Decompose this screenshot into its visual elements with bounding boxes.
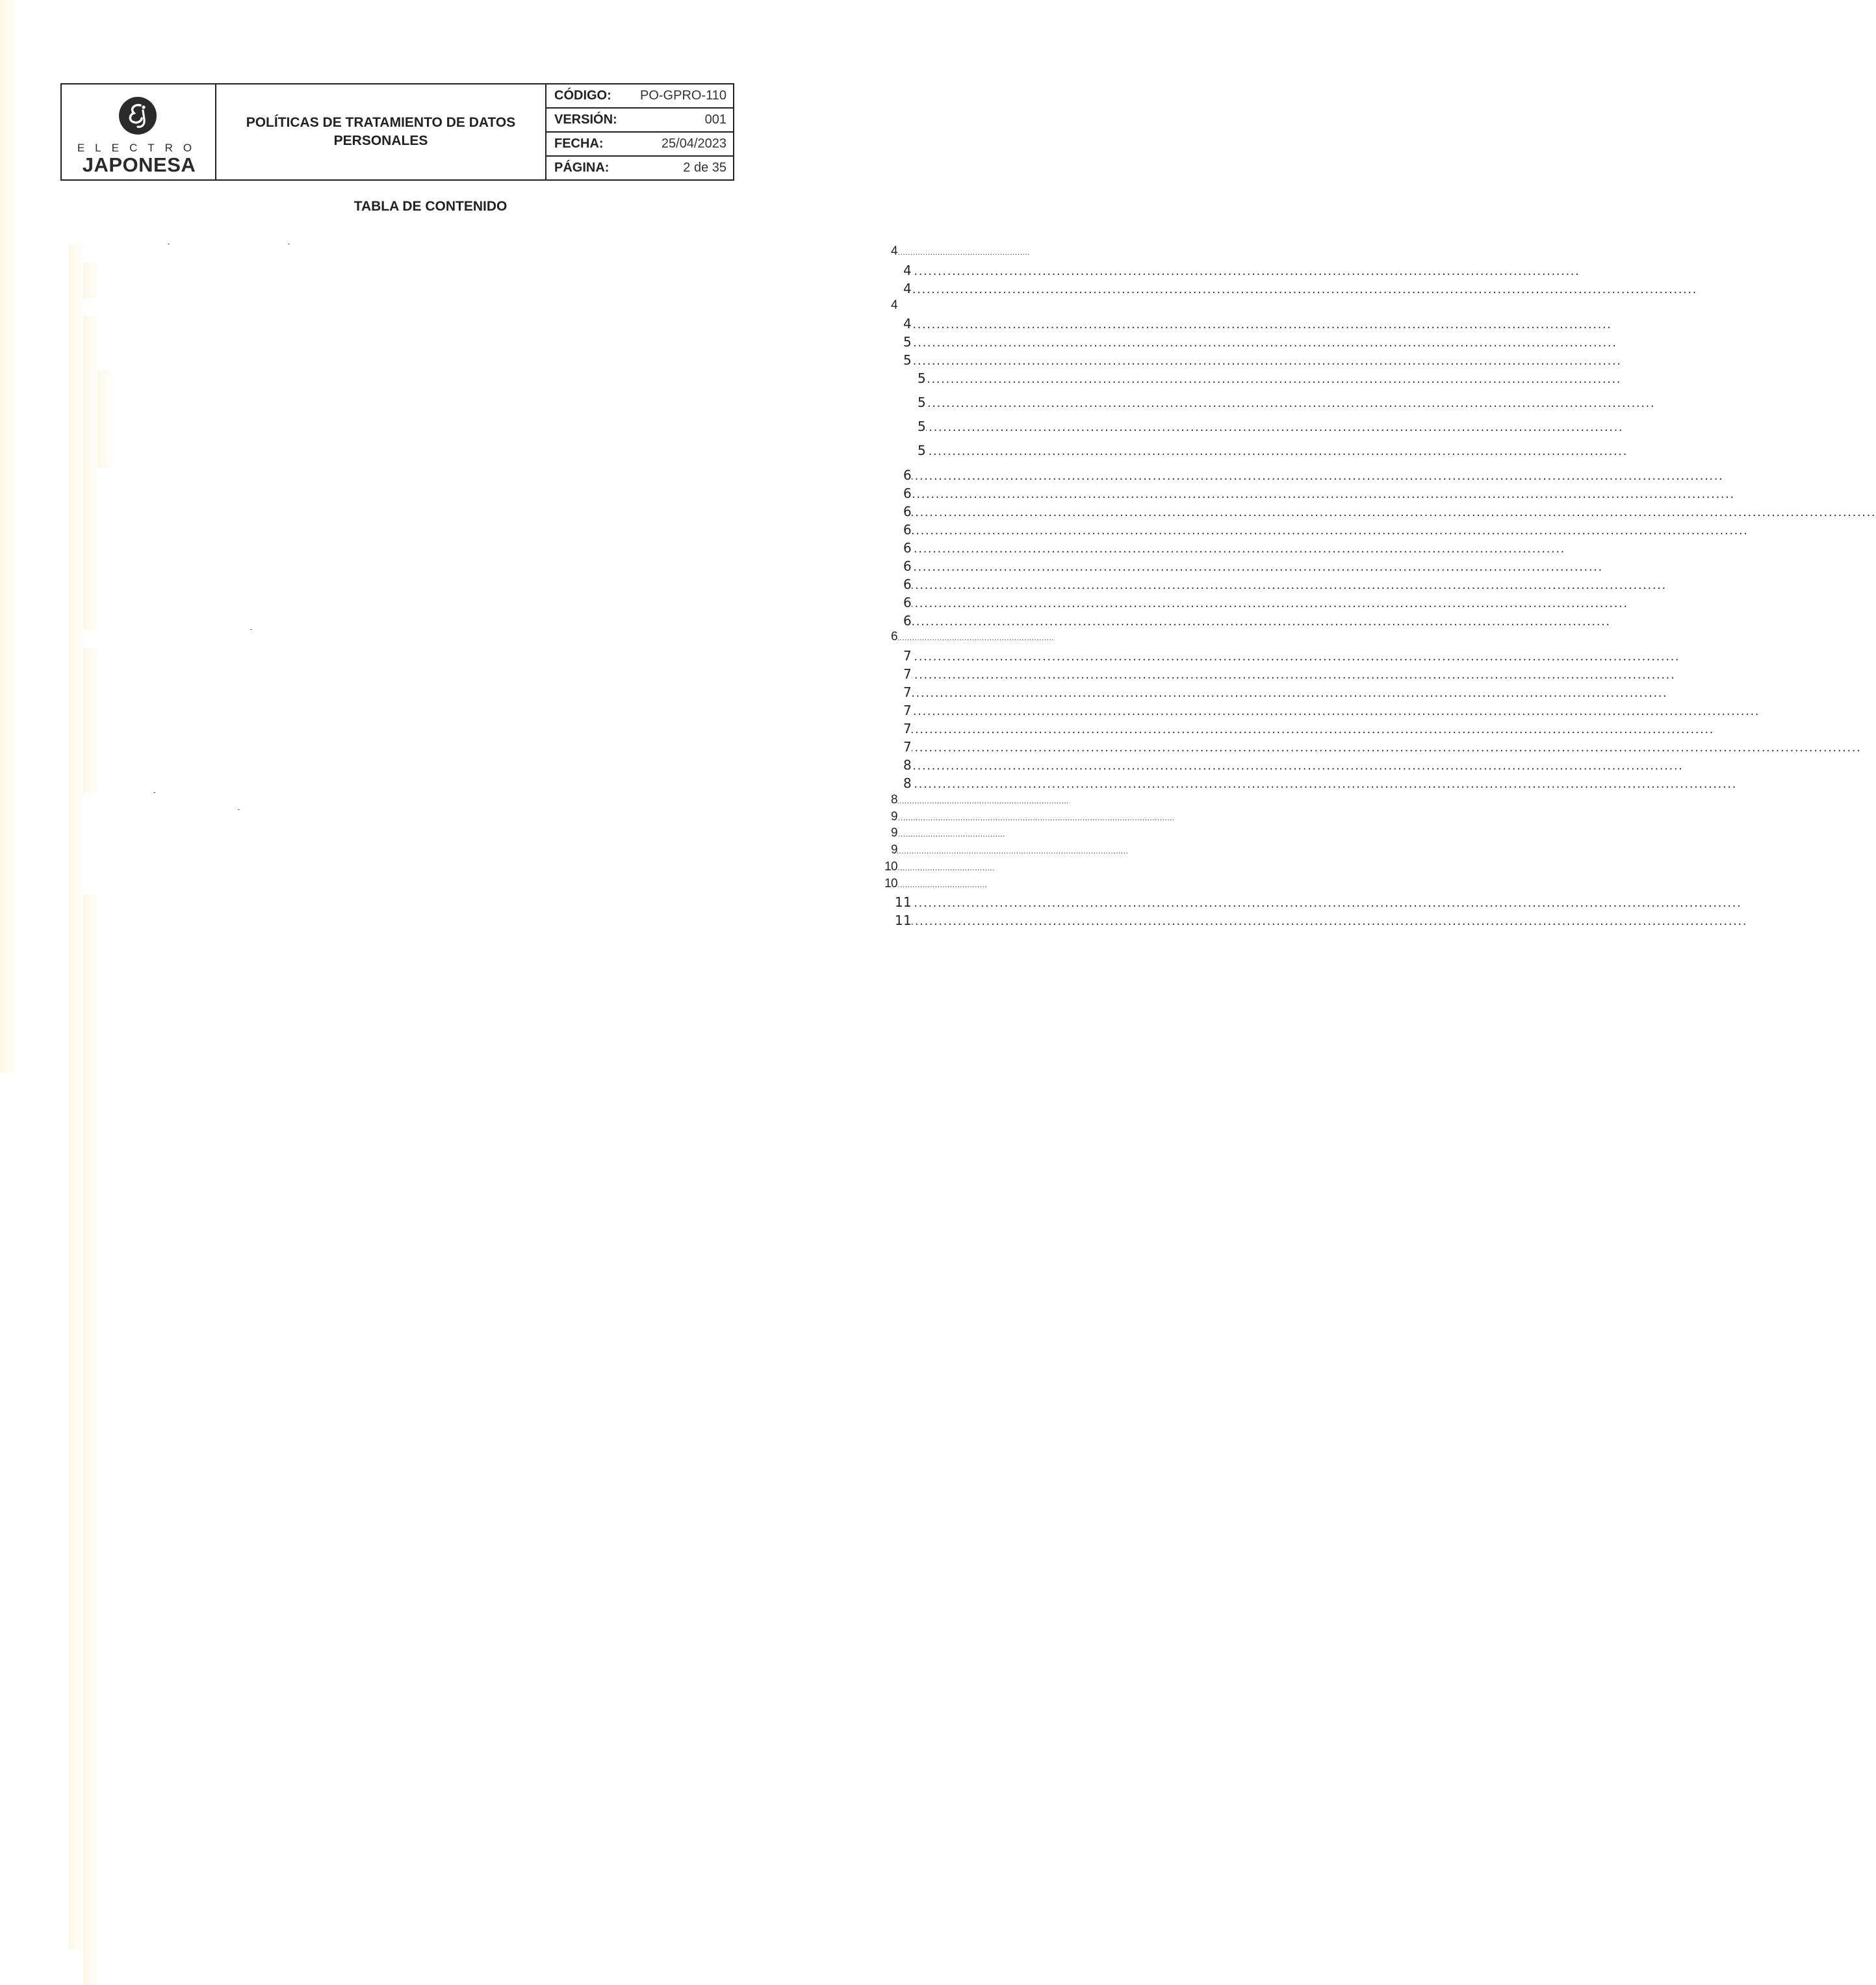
toc-entry[interactable] xyxy=(83,913,912,928)
meta-version xyxy=(546,109,733,133)
toc-entry-page: 7 xyxy=(83,666,912,1739)
toc-entry-page: 6 xyxy=(83,467,912,1540)
toc-entry[interactable] xyxy=(83,684,912,700)
toc-entry[interactable] xyxy=(83,263,912,278)
toc-entry-page: 5 xyxy=(97,443,926,1515)
toc-entry[interactable] xyxy=(97,419,926,434)
toc-entry-page: 6 xyxy=(83,522,912,1594)
toc-entry[interactable] xyxy=(83,316,912,331)
meta-fecha xyxy=(546,133,733,157)
toc-entry[interactable] xyxy=(83,540,912,556)
toc-entry[interactable] xyxy=(83,894,912,910)
toc-entry[interactable] xyxy=(69,793,897,807)
toc-entry[interactable] xyxy=(83,666,912,682)
toc-entry-page: 7 xyxy=(83,739,912,1811)
document-header xyxy=(60,83,734,181)
toc-entry-page: 5 xyxy=(83,334,912,1407)
toc-entry[interactable] xyxy=(97,443,926,458)
meta-label: CÓDIGO: xyxy=(554,88,611,103)
toc-entry[interactable] xyxy=(83,504,912,519)
toc-entry-page: 6 xyxy=(83,504,912,1576)
toc-entry[interactable] xyxy=(83,703,912,718)
toc-entry-page: 7 xyxy=(83,684,912,1757)
toc-entry[interactable] xyxy=(83,281,912,296)
toc-entry[interactable] xyxy=(83,648,912,664)
toc-entry-page: 10 xyxy=(69,877,897,1949)
toc-entry-page: 6 xyxy=(83,486,912,1558)
toc-entry[interactable] xyxy=(69,630,897,644)
logo-text-electro: ELECTRO xyxy=(77,142,203,154)
toc-entry-page: 4 xyxy=(83,263,912,1335)
toc-entry-page: 6 xyxy=(83,577,912,1649)
toc-entry[interactable] xyxy=(83,613,912,629)
toc-entry-page: 7 xyxy=(83,648,912,1720)
meta-codigo xyxy=(546,84,733,109)
toc-entry-page: 7 xyxy=(83,721,912,1793)
toc-entry[interactable] xyxy=(83,352,912,368)
toc-entry[interactable] xyxy=(69,826,897,840)
toc-heading: TABLA DE CONTENIDO xyxy=(353,199,508,214)
toc-entry-page: 6 xyxy=(83,540,912,1613)
toc-entry-page: 8 xyxy=(83,775,912,1848)
toc-entry-page: 9 xyxy=(69,843,897,1915)
toc-entry[interactable] xyxy=(83,775,912,791)
document-meta xyxy=(546,84,733,179)
meta-label: PÁGINA: xyxy=(554,161,610,175)
toc-entry[interactable] xyxy=(97,370,926,386)
toc-entry-page: 6 xyxy=(83,613,912,1685)
toc-entry-page: 4 xyxy=(83,316,912,1388)
toc-entry[interactable] xyxy=(69,810,897,824)
toc-entry[interactable] xyxy=(69,860,897,874)
toc-entry[interactable] xyxy=(83,721,912,736)
toc-entry[interactable] xyxy=(83,334,912,350)
toc-entry[interactable] xyxy=(83,757,912,773)
document-title: POLÍTICAS DE TRATAMIENTO DE DATOS PERSONALES xyxy=(216,84,546,179)
meta-value: 25/04/2023 xyxy=(661,136,726,151)
toc-entry[interactable] xyxy=(83,577,912,592)
toc-entry-page: 8 xyxy=(69,793,897,1865)
toc-entry[interactable] xyxy=(69,877,897,891)
toc-entry-page: 9 xyxy=(69,826,897,1899)
meta-pagina xyxy=(546,157,733,179)
toc-entry-page: 4 xyxy=(69,298,897,1371)
toc-entry[interactable] xyxy=(83,739,912,755)
toc-entry[interactable] xyxy=(69,244,897,259)
toc-entry-page: 5 xyxy=(97,395,926,1467)
toc-entry-page: 6 xyxy=(83,558,912,1631)
logo-text-japonesa: JAPONESA xyxy=(82,153,196,176)
meta-label: VERSIÓN: xyxy=(554,112,617,127)
toc-entry[interactable] xyxy=(69,843,897,857)
document-page xyxy=(0,0,926,1072)
toc-entry-page: 4 xyxy=(69,244,897,1317)
toc-entry[interactable] xyxy=(97,395,926,410)
company-logo xyxy=(62,84,216,179)
toc-entry-page: 7 xyxy=(83,703,912,1775)
toc-entry-page: 10 xyxy=(69,860,897,1932)
toc-entry[interactable] xyxy=(83,558,912,574)
toc-entry-page: 6 xyxy=(83,595,912,1667)
toc-entry-page: 8 xyxy=(83,757,912,1830)
toc-entry[interactable] xyxy=(83,467,912,483)
toc-entry-page: 6 xyxy=(69,630,897,1702)
toc-entry[interactable] xyxy=(83,486,912,501)
toc-entry-page: 9 xyxy=(69,810,897,1882)
toc-entry-page: 11 xyxy=(83,894,912,1967)
meta-value: PO-GPRO-110 xyxy=(640,88,726,103)
toc-entry-page: 5 xyxy=(97,370,926,1443)
toc-entry-page: 11 xyxy=(83,913,912,1985)
meta-value: 001 xyxy=(704,112,726,127)
toc-entry-page: 4 xyxy=(83,281,912,1353)
toc-entry[interactable] xyxy=(83,595,912,610)
toc-entry-page: 5 xyxy=(97,419,926,1491)
meta-value: 2 de 35 xyxy=(683,161,726,175)
toc-entry[interactable] xyxy=(83,522,912,538)
toc-entry[interactable] xyxy=(69,298,897,313)
meta-label: FECHA: xyxy=(554,136,604,151)
toc-entry-page: 5 xyxy=(83,352,912,1425)
logo-emblem-icon xyxy=(118,96,157,135)
